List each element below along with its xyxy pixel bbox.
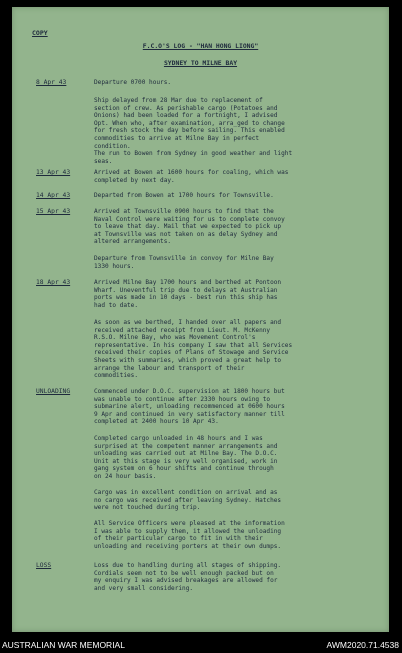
entry-date: 8 Apr 43 (36, 79, 67, 86)
entry-text: Completed cargo unloaded in 48 hours and I was surprised at the competent manner arrangements and unloading was carried out at Milne Bay. The D.O.C. Unit at this stage is very well organised, work in gang system on 6 hour shifts and continue through on 24 hour basis. (94, 435, 278, 480)
entry-text: All Service Officers were pleased at the information I was able to supply them, it allowed the unloading of their particular cargo to fit in with their unloading and receiving porters at their own dumps. (94, 520, 285, 550)
entry-text: Ship delayed from 28 Mar due to replacement of section of crew. As perishable cargo (Potatoes and Onions) had been loaded for a fortnight, I advised Opt. When who, after examination, arra_ged to change for fresh stock the day before sailing. This enabled commodities to arrive at Milne Bay in perfect condition. The run to Bowen from Sydney in good weather and light seas. (94, 97, 293, 165)
entry-text: Arrived Milne Bay 1700 hours and berthed at Pontoon Wharf. Uneventful trip due to delays at Australian ports was made in 10 days - best run this ship has had to date. (94, 279, 282, 309)
entry-text: Departed from Bowen at 1700 hours for Townsville. (94, 192, 274, 199)
entry-text: Arrived at Townsville 0900 hours to find that the Naval Control were waiting for us to complete convoy to leave that day. Mail that we expected to pick up at Townsville was not taken on as delay Sydney and altered arrangements. (94, 208, 285, 246)
copy-stamp: COPY (32, 29, 48, 37)
entry-text: Cargo was in excellent condition on arrival and as no cargo was received after leaving Sydney. Hatches were not touched during trip. (94, 489, 282, 512)
entry-text: As soon as we berthed, I handed over all papers and received attached receipt from Lieut. M. McKenny R.S.O. Milne Bay, who was Movement Control's representative. In his company I saw that all Services received their copies of Plans of Stowage and Service Sheets with summaries, which proved a great help to arrange the labour and transport of their commodities. (94, 319, 293, 380)
accession-number: AWM2020.71.4538 (326, 640, 399, 650)
entry-date: 15 Apr 43 (36, 208, 71, 215)
document-subtitle: SYDNEY TO MILNE BAY (163, 59, 238, 67)
entry-text: Commenced under D.O.C. supervision at 1800 hours but was unable to continue after 2330 hours owing to submarine alert, unloading recommenced at 0600 hours 9 Apr and continued in very satisfactory manner till completed at 2400 hours 10 Apr 43. (94, 388, 285, 426)
document-title: F.C.O'S LOG - "HAN HONG LIONG" (142, 42, 259, 50)
entry-date: UNLOADING (36, 388, 71, 395)
entry-text: Arrived at Bowen at 1600 hours for coaling, which was completed by next day. (94, 169, 289, 184)
entry-text: Departure from Townsville in convoy for Milne Bay 1330 hours. (94, 255, 274, 270)
credit-label: AUSTRALIAN WAR MEMORIAL (2, 640, 125, 650)
entry-text: Loss due to handling during all stages of shipping. Cordials seem not to be well enough packed but on my enquiry I was advised breakages are allowed for and very small considering. (94, 562, 282, 592)
entry-text: Departure 0700 hours. (94, 79, 172, 86)
caption-bar (0, 638, 402, 653)
entry-date: 18 Apr 43 (36, 279, 71, 286)
document-sheet (12, 7, 389, 632)
entry-date: 13 Apr 43 (36, 169, 71, 176)
entry-date: 14 Apr 43 (36, 192, 71, 199)
entry-date: LOSS (36, 562, 52, 569)
